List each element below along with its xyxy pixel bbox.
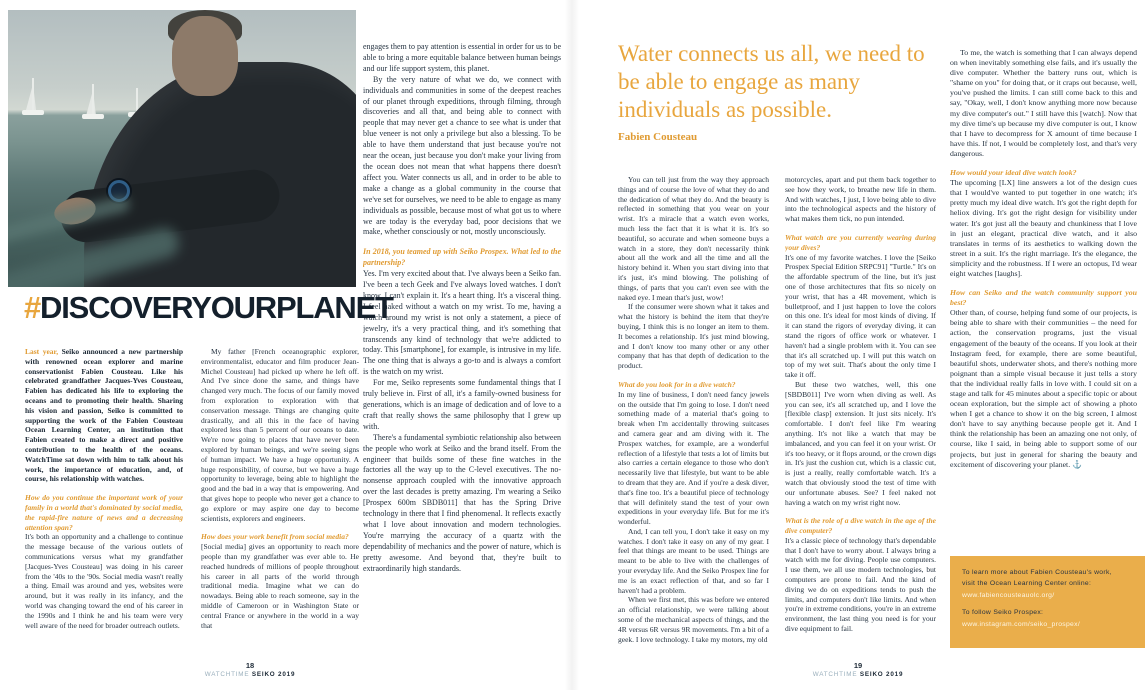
- interview-question: How does your work benefit from social media?: [201, 532, 349, 542]
- interview-question: What is the role of a dive watch in the age of the dive computer?: [785, 516, 936, 536]
- paragraph: When we first met, this was before we entered an official relationship, we were talking about some of the mechanical aspects of things, and the 4R versus 6R versus 9R movements. I'm a bit of a geek. I love technology. I take my motors, my old: [618, 595, 769, 644]
- sailboat-icon: [86, 90, 96, 116]
- paragraph: You can tell just from the way they approach things and of course the love of what they do and the dedication of what they do. And the beauty is reflected in something that you wear on your wrist. It's a miracle that a watch even works, much less the fact that it is what it is. It's so beautiful, so accurate and when someone buys a watch in a store, they don't necessarily think about all the work and all the time and all the history behind it. When you start diving into that it's just, it's mind blowing. The polishing of things, of parts that you can't even see with the naked eye. I mean that's just, wow!: [618, 175, 769, 302]
- paragraph: By the very nature of what we do, we connect with individuals and communities in some of the deepest reaches of our planet through expeditions, through filming, through discoveries and all that, and being able to connect with people that may never get a chance to see what is under that blue veneer is not only a privilege but also a blessing. To be able to have them understand that just because you're not near the ocean, just because you don't make your living from the ocean does not mean that what happens there doesn't affect you. Water connects us all, and in order to be able to make a change as a global community in the course that we've set for ourselves, we need to be able to engage as many individuals as possible, because most of what got us to where we are today is the everyday bad, poor decisions that we make, whether consciously or not, mostly unconsciously.: [363, 74, 561, 237]
- interview-question: What do you look for in a dive watch?: [618, 379, 736, 389]
- paragraph: It's one of my favorite watches. I love the [Seiko Prospex Special Edition SRPC91] "Turtle." It's on the affordable spectrum of the line, but it's just one of those architectures that fits so nicely on your wrist, that has a 4R movement, which is bulletproof, and I just happen to love the colors on this one. It's ideal for most kinds of diving. If it can stand the rigors of everyday diving, it can stand the rigors of office work or whatever. I haven't had a single problem with it. You can see that it's all scratched up. I will put this watch on top of my wet suit. That's about the only time I take it off.: [785, 252, 936, 380]
- intro-rest: Seiko announced a new partnership with renowned ocean explorer and marine conservationist Fabien Cousteau. Like his celebrated grandfather Jacques-Yves Cousteau, Fabien has dedicated his life to exploring the oceans and to promoting their health. Sharing his vision and passion, Seiko is committed to supporting the work of the Fabien Cousteau Ocean Learning Center, an institution that Fabien created to make a direct and positive contribution to the health of the oceans. WatchTime sat down with him to talk about his work, the importance of education, and, of course, his relationship with watches.: [25, 347, 183, 484]
- left-side-column: [363, 42, 561, 664]
- info-box-text: visit the Ocean Learning Center online:: [962, 580, 1092, 587]
- seiko-info-box: [950, 556, 1145, 648]
- paragraph: engages them to pay attention is essential in order for us to be able to bring a more equitable balance between human beings and our life support system, this planet.: [363, 42, 561, 73]
- paragraph: My father [French oceanographic explorer, environmentalist, educator and film producer Jean-Michel Cousteau] had picked up where he left off. And I've since done the same, and things have changed very much. The focus of our family moved from exploration to exploration with that conservation message. Things are changing quite drastically, and all this in the face of having explored less than 5 percent of our oceans to date. We're now going to places that have never been explored by human beings, and we're seeing signs of human impact. We have a huge opportunity. A huge responsibility, of course, but we have a huge opportunity to leverage, being able to highlight the good and the bad in a way that is empowering. And that gives hope to people who never get a chance to go explore or may aspire one day to become scientists, explorers and engineers.: [201, 347, 359, 523]
- paragraph: To me, the watch is something that I can always depend on when inevitably something else fails, and it's usually the dive computer. Whether the battery runs out, which is "shame on you" for doing that, or it craps out because, well, you've pushed the limits. I can still come back to this and say, "Okay, well, I don't know anything more now because my dive computer's out." I still have this [watch]. Now that my dive time's up because my dive computer is out, I know that I have to decompress for X amount of time because I have this. If not, I would be completely lost, and that's very dangerous.: [950, 48, 1137, 158]
- left-column-1: [25, 347, 183, 659]
- ocean-learning-center-link[interactable]: www.fabiencousteauolc.org/: [962, 592, 1055, 599]
- paragraph: There's a fundamental symbiotic relationship also between the people who work at Seiko and the brand itself. From the engineer that builds some of these fine watches in the factories all the way up to the C-level executives. The no-nonsense approach coupled with the innovative approach over the last decades is pretty amazing. I'm wearing a Seiko [Prospex 600m SBDB011] that has the Spring Drive technology in there that I find phenomenal. It reflects exactly what I love about innovation and modern technologies. You're marrying the accuracy of a quartz with the dependability of mechanics and the power of nature, which is pretty awesome. And beyond that, they're built to extraordinarily high standards.: [363, 432, 561, 573]
- interview-question: How do you continue the important work of your family in a world that's dominated by social media, the rapid-fire nature of news and a decreasing attention span?: [25, 493, 183, 532]
- right-column-1: [618, 175, 769, 657]
- paragraph: In my line of business, I don't need fancy jewels on the outside that I'm going to lose. I don't need something made of a material that's going to break when I'm accidentally throwing suitcases and camera gear and am diving with it. The Prospex watches, for example, are a wonderful reflection of a lifestyle that tests a lot of limits but also carries a certain elegance to those who don't necessarily live that lifestyle, but want to be able to dream that they are. And if you're a desk diver, that's fine too. It's a beautiful piece of technology that will definitely stand the test of your own expeditions in your everyday life. But for me it's wonderful.: [618, 389, 769, 527]
- intro-lead: Last year,: [25, 347, 59, 356]
- sailboat-hull: [82, 114, 104, 119]
- seiko-prospex-instagram-link[interactable]: www.instagram.com/seiko_prospex/: [962, 621, 1081, 628]
- info-box-text: To learn more about Fabien Cousteau's work,: [962, 569, 1112, 576]
- sailboat-hull: [22, 110, 44, 115]
- article-end-icon: ⚓: [1072, 459, 1083, 469]
- page-number: 18: [245, 661, 255, 670]
- interview-question: What watch are you currently wearing during your dives?: [785, 232, 936, 252]
- headline-text: DISCOVERYOURPLANET: [40, 290, 393, 325]
- figure-head: [172, 16, 238, 96]
- right-column-3: [950, 48, 1137, 545]
- page-footer-left: [150, 661, 350, 679]
- paragraph: And, I can tell you, I don't take it easy on my watches. I don't take it easy on any of my gear. I feel that things are meant to be used. Things are meant to be able to live with the challenges of your everyday life. And the Seiko Prospex line for me is an exact reflection of that, and so far I haven't had a problem.: [618, 526, 769, 595]
- left-column-2: [201, 347, 359, 659]
- interview-question: In 2018, you teamed up with Seiko Prospex. What led to the partnership?: [363, 247, 561, 268]
- sailboat-mast: [92, 84, 94, 118]
- magazine-footer-line: [150, 670, 350, 679]
- paragraph: Yes. I'm very excited about that. I've always been a Seiko fan. I've been a tech Geek and I've always loved watches. I don't know. I can't explain it. It's a heart thing. It's a visceral thing. I feel naked without a watch on my wrist. To me, having a watch around my wrist is not only a statement, a piece of jewelry, it's a very practical thing, and it's something that transcends any kind of technology that we're addicted to today. This [smartphone], for example, is intrusive in my life. The one thing that is always a go-to and is always a comfort is the watch on my wrist.: [363, 269, 561, 377]
- hashtag-symbol: #: [24, 290, 41, 325]
- photo-fabien-cousteau: [8, 10, 356, 287]
- issue-name: SEIKO 2019: [251, 671, 296, 678]
- page-gutter: [565, 0, 579, 690]
- magazine-name: WATCHTIME: [812, 671, 858, 678]
- sailboat-icon: [26, 84, 36, 110]
- paragraph: For me, Seiko represents some fundamental things that I truly believe in. First of all, it's a family-owned business for generations, which is an image of dedication and of love to a craft that really shows the same philosophy that I grew up with.: [363, 378, 561, 431]
- magazine-name: WATCHTIME: [204, 671, 250, 678]
- paragraph: But these two watches, well, this one [SBDB011] I've worn when diving as well. As you can see, it's all scratched up, and I love the [flexible clasp] extension. It just sits nicely. It's comfortable. I don't feel like I'm wearing anything. It's not like a watch that may be imbalanced, and you can feel it on your wrist. Or it's too heavy, or it flops around, or the crown digs in. It's just the cushion cut, which is a classic cut, is just a really, really comfortable watch. It's a watch that obviously stood the test of time with our unfortunate abuses. See? I feel naked not having a watch on my wrist right now.: [785, 379, 936, 507]
- paragraph: motorcycles, apart and put them back together to see how they work, to breathe new life in them. And with watches, I just, I love being able to dive into the technological aspects and the history of what makes them tick, no pun intended.: [785, 175, 936, 224]
- paragraph: [950, 308, 1137, 470]
- interview-question: How would your ideal dive watch look?: [950, 168, 1077, 178]
- paragraph: The upcoming [LX] line answers a lot of the design cues that I would've wanted to put together in one watch; it's pretty much my ideal dive watch. It's got the right depth for heliox diving. It's got the right design for visibility under water. It's got just all the beauty and chunkiness that I love in just an elegant, practical dive watch, and it also translates in terms of its aesthetics to walking down the street in a suit. It's the right marriage. It's the elegance, the simplicity and the robustness. If I were an octopus, I'd wear eight watches [laughs].: [950, 178, 1137, 278]
- issue-name: SEIKO 2019: [859, 671, 904, 678]
- paragraph: It's a classic piece of technology that's dependable that I don't have to worry about. I always bring a watch with me for diving. People use computers. I use them, we all use modern technologies, but computers are prone to fail. And the kind of diving we do on expeditions tends to push the limits, and computers don't like limits. And when you're in extreme conditions, you're in an extreme environment, the last thing you need is for your dive equipment to fail.: [785, 535, 936, 634]
- interview-question: How can Seiko and the watch community support you best?: [950, 288, 1137, 308]
- sailboat-mast: [32, 78, 34, 112]
- paragraph: It's both an opportunity and a challenge to continue the message because of the various outlets of communications versus what my grandfather [Jacques-Yves Cousteau] was doing in his career from the '40s to the '90s. Social media wasn't really a thing. Email was around and yes, websites were around, but it was really in its infancy, and the world was changing toward the end of his career in the 1990s and I think he and his team were very well aware of the need for broader outreach outlets.: [25, 532, 183, 630]
- paragraph: If the consumer were shown what it takes and what the history is behind the item that they're buying, I think this is no longer an item to them. It becomes a relationship. It's just mind blowing, and I don't know too many other or any other company that has that depth of dedication to the product.: [618, 302, 769, 371]
- page-footer-right: [758, 661, 958, 679]
- article-headline: [24, 290, 393, 326]
- info-box-text: To follow Seiko Prospex:: [962, 609, 1044, 616]
- right-column-2: [785, 175, 936, 657]
- magazine-footer-line: [758, 670, 958, 679]
- pull-quote: Water connects us all, we need to be able to engage as many individuals as possible.: [618, 41, 925, 122]
- paragraph: [Social media] gives an opportunity to reach more people than my grandfather was ever able to. He reached hundreds of millions of people throughout his career in all parts of the world through traditional media. Imagine what we can do nowadays. Being able to reach someone, say in the middle of Cameroon or in Washington State or central France or anywhere in the world in a way that: [201, 542, 359, 630]
- paragraph-text: Other than, of course, helping fund some of our projects, is being able to share with their communities – the need for action, the conservation programs, just the visual engagement of the beauty of the oceans. If you look at their Instagram feed, for example, there are some beautiful, beautiful shots, underwater shots, and there's nothing more poignant than a simple visual because it just tells a story that the individual really falls in love with. I could sit on a stage and talk for 45 minutes about a specific topic or about ocean exploration, but the simple act of showing a photo when I get a chance to show it on the big screen, I almost don't have to say anything because people get it. And I think the relationship has been an amazing one not only, of course, like I said, in being able to support some of our projects, but just in general for sharing the beauty and excitement of discovering your planet.: [950, 308, 1137, 469]
- page-number: 19: [853, 661, 863, 670]
- intro-paragraph: [25, 347, 183, 484]
- pull-quote-byline: Fabien Cousteau: [618, 131, 698, 143]
